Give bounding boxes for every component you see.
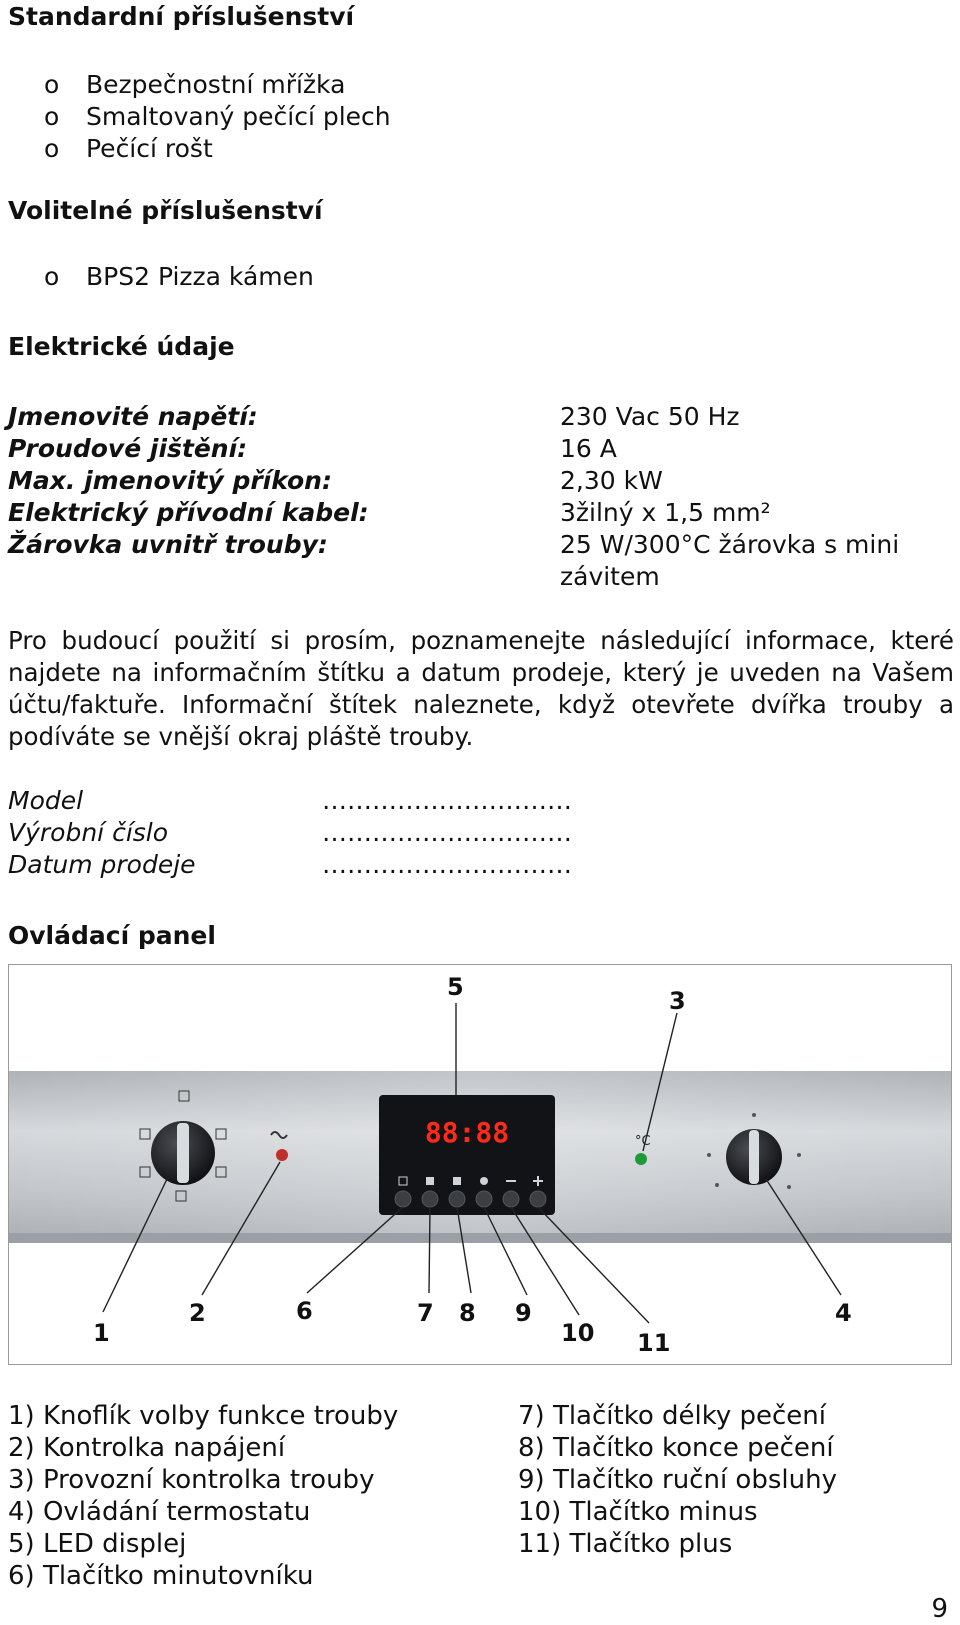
- legend-item: 3) Provozní kontrolka trouby: [8, 1465, 375, 1495]
- callout-9: 9: [515, 1299, 532, 1327]
- control-panel-figure: [8, 964, 952, 1365]
- info-paragraph: Pro budoucí použití si prosím, poznamenejte následující informace, které najdete na informačním štítku a datum prodeje, který je uveden na Vašem účtu/faktuře. Informační štítek naleznete, když otevřete dvířka trouby a podíváte se vnější okraj pláště trouby.: [8, 626, 954, 751]
- legend-item: 6) Tlačítko minutovníku: [8, 1561, 314, 1591]
- electrical-label: Max. jmenovitý příkon:: [8, 466, 332, 495]
- callout-10: 10: [561, 1319, 595, 1347]
- list-item: o Smaltovaný pečící plech: [44, 102, 391, 131]
- legend-item: 8) Tlačítko konce pečení: [518, 1433, 834, 1463]
- legend-item: 2) Kontrolka napájení: [8, 1433, 286, 1463]
- callout-1: 1: [93, 1319, 110, 1347]
- callout-5: 5: [447, 973, 464, 1001]
- serial-label: Výrobní číslo: [8, 818, 169, 847]
- electrical-value: 3žilný x 1,5 mm²: [560, 498, 771, 527]
- callout-4: 4: [835, 1299, 852, 1327]
- model-field: …………………………: [322, 786, 572, 815]
- bullet: o: [44, 70, 60, 99]
- control-panel-heading: Ovládací panel: [8, 921, 216, 950]
- legend-item: 10) Tlačítko minus: [518, 1497, 758, 1527]
- sale-date-field: …………………………: [322, 850, 572, 879]
- optional-accessories-heading: Volitelné příslušenství: [8, 196, 323, 225]
- bullet: o: [44, 134, 60, 163]
- electrical-label: Proudové jištění:: [8, 434, 248, 463]
- electrical-value-continued: závitem: [560, 562, 660, 591]
- bullet: o: [44, 262, 60, 291]
- callout-8: 8: [459, 1299, 476, 1327]
- bullet: o: [44, 102, 60, 131]
- legend-item: 9) Tlačítko ruční obsluhy: [518, 1465, 837, 1495]
- electrical-label: Jmenovité napětí:: [8, 402, 258, 431]
- led-display: 88:88: [424, 1116, 510, 1149]
- legend-item: 5) LED displej: [8, 1529, 187, 1559]
- list-item: o Bezpečnostní mřížka: [44, 70, 346, 99]
- callout-7: 7: [417, 1299, 434, 1327]
- serial-field: …………………………: [322, 818, 572, 847]
- legend-item: 11) Tlačítko plus: [518, 1529, 733, 1559]
- list-item: o Pečící rošt: [44, 134, 213, 163]
- electrical-data-heading: Elektrické údaje: [8, 332, 235, 361]
- svg-text:°C: °C: [635, 1134, 651, 1149]
- electrical-label: Žárovka uvnitř trouby:: [8, 530, 328, 559]
- callout-6: 6: [296, 1297, 313, 1325]
- callout-3: 3: [669, 987, 686, 1015]
- model-label: Model: [8, 786, 84, 815]
- page-number: 9: [931, 1594, 948, 1624]
- callout-11: 11: [637, 1329, 671, 1357]
- sale-date-label: Datum prodeje: [8, 850, 196, 879]
- electrical-value: 16 A: [560, 434, 617, 463]
- electrical-value: 2,30 kW: [560, 466, 663, 495]
- list-item: o BPS2 Pizza kámen: [44, 262, 314, 291]
- standard-accessories-heading: Standardní příslušenství: [8, 2, 355, 31]
- control-panel-illustration: [9, 965, 951, 1364]
- display-module: [379, 1095, 555, 1215]
- electrical-value: 25 W/300°C žárovka s mini: [560, 530, 900, 559]
- legend-item: 1) Knoflík volby funkce trouby: [8, 1401, 399, 1431]
- electrical-label: Elektrický přívodní kabel:: [8, 498, 369, 527]
- legend-item: 7) Tlačítko délky pečení: [518, 1401, 827, 1431]
- legend-item: 4) Ovládání termostatu: [8, 1497, 311, 1527]
- callout-2: 2: [189, 1299, 206, 1327]
- electrical-value: 230 Vac 50 Hz: [560, 402, 740, 431]
